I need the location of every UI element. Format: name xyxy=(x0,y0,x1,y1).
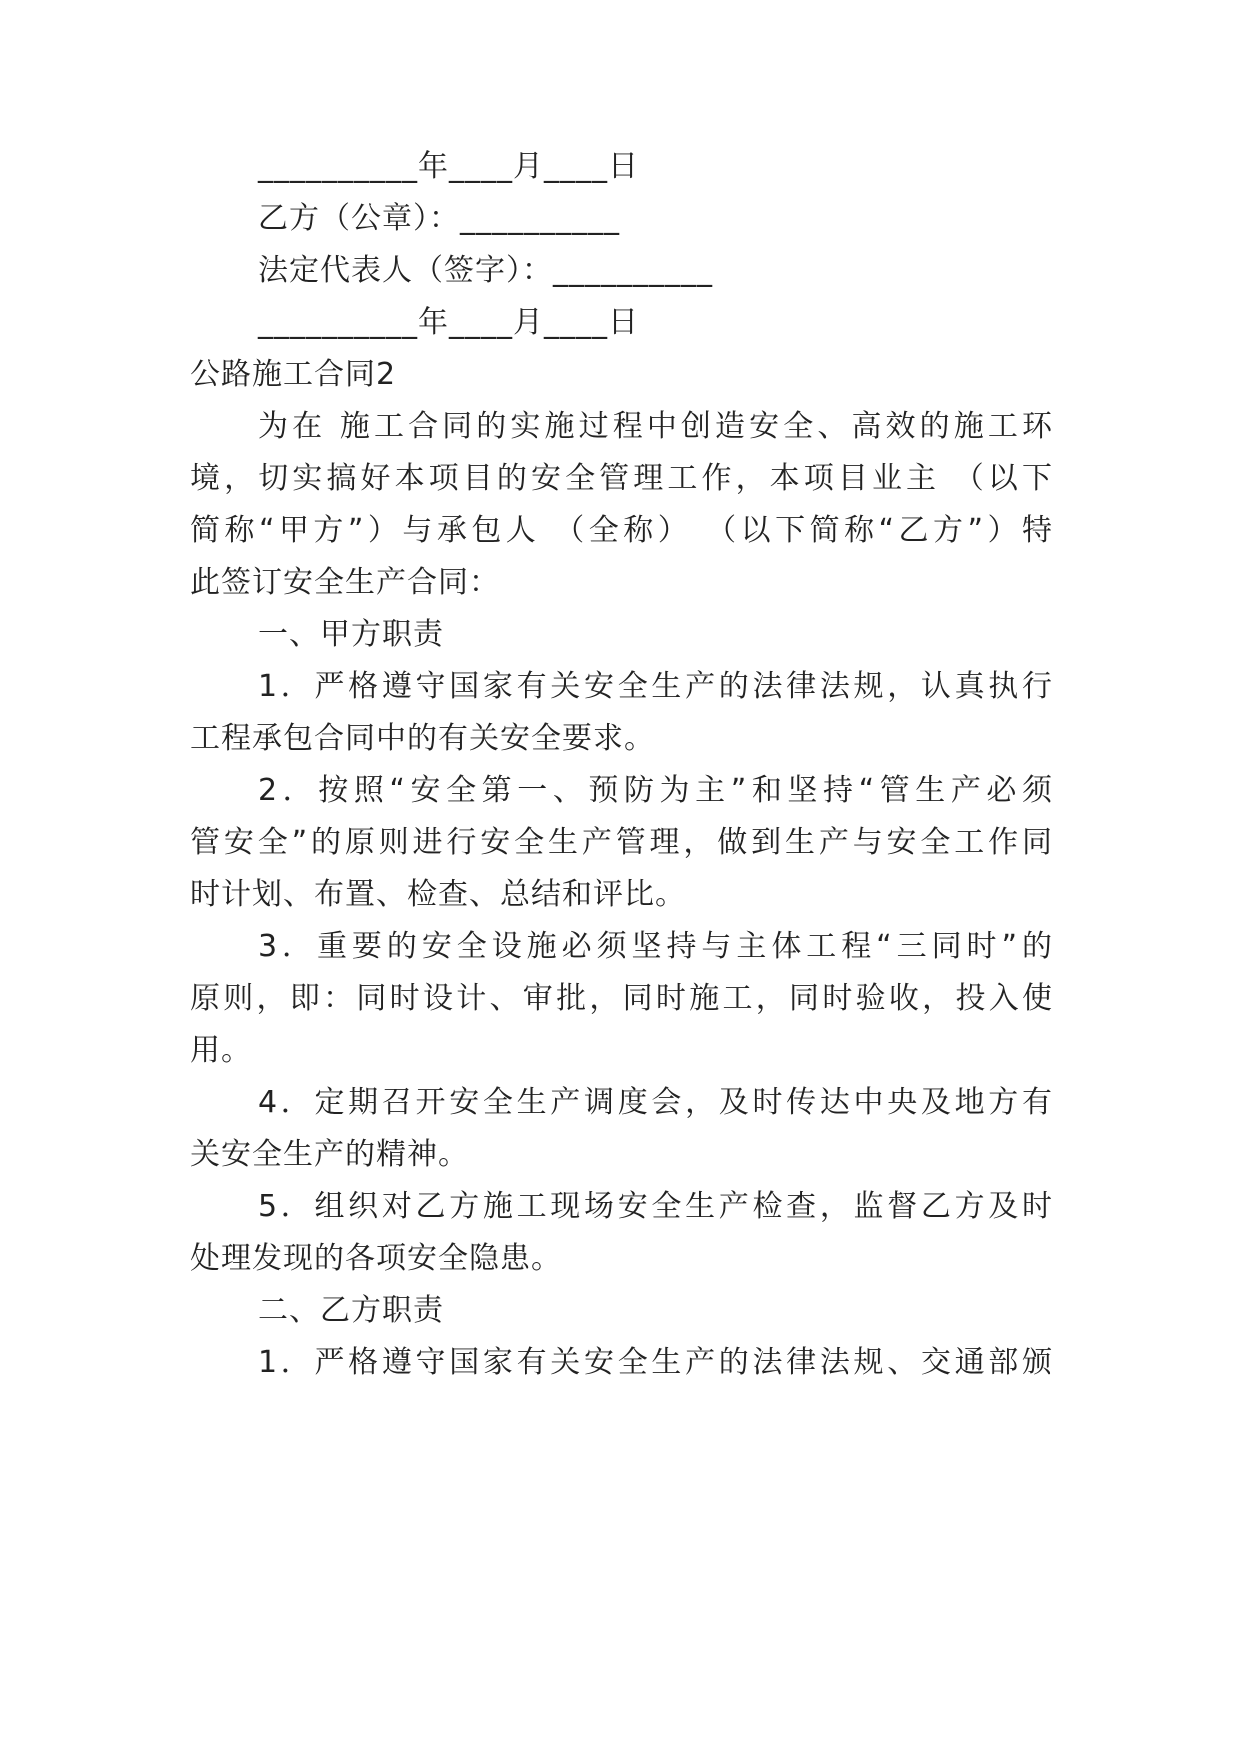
party-b-item-line: 1．严格遵守国家有关安全生产的法律法规、交通部颁 xyxy=(258,1345,1052,1380)
party-a-item-line: 原则，即：同时设计、审批，同时施工，同时验收，投入使 xyxy=(190,981,1052,1016)
intro-paragraph-line: 境，切实搞好本项目的安全管理工作，本项目业主 （以下 xyxy=(190,461,1052,496)
party-a-item-line: 处理发现的各项安全隐患。 xyxy=(190,1241,562,1276)
party-a-item-line: 4．定期召开安全生产调度会，及时传达中央及地方有 xyxy=(258,1085,1052,1120)
party-a-item-line: 管安全”的原则进行安全生产管理，做到生产与安全工作同 xyxy=(190,825,1052,860)
party-a-item-line: 时计划、布置、检查、总结和评比。 xyxy=(190,877,686,912)
party-a-item-line: 用。 xyxy=(190,1033,252,1068)
party-a-item-line: 2．按照“安全第一、预防为主”和坚持“管生产必须 xyxy=(258,773,1052,808)
party-a-item-line: 工程承包合同中的有关安全要求。 xyxy=(190,721,655,756)
party-a-item-line: 3．重要的安全设施必须坚持与主体工程“三同时”的 xyxy=(258,929,1052,964)
party-a-item-line: 1．严格遵守国家有关安全生产的法律法规，认真执行 xyxy=(258,669,1052,704)
party-b-seal-line: 乙方（公章）：__________ xyxy=(258,201,620,236)
intro-paragraph-line: 简称“甲方”）与承包人 （全称） （以下简称“乙方”）特 xyxy=(190,513,1052,548)
section-title: 公路施工合同2 xyxy=(190,357,397,392)
party-a-item-line: 关安全生产的精神。 xyxy=(190,1137,469,1172)
intro-paragraph-line: 为在 施工合同的实施过程中创造安全、高效的施工环 xyxy=(258,409,1052,444)
date-line: __________年____月____日 xyxy=(258,149,639,184)
party-b-duties-heading: 二、乙方职责 xyxy=(258,1293,444,1328)
party-a-item-line: 5．组织对乙方施工现场安全生产检查，监督乙方及时 xyxy=(258,1189,1052,1224)
date-line: __________年____月____日 xyxy=(258,305,639,340)
legal-representative-signature-line: 法定代表人（签字）：__________ xyxy=(258,253,713,288)
party-a-duties-heading: 一、甲方职责 xyxy=(258,617,444,652)
intro-paragraph-line: 此签订安全生产合同： xyxy=(190,565,500,600)
